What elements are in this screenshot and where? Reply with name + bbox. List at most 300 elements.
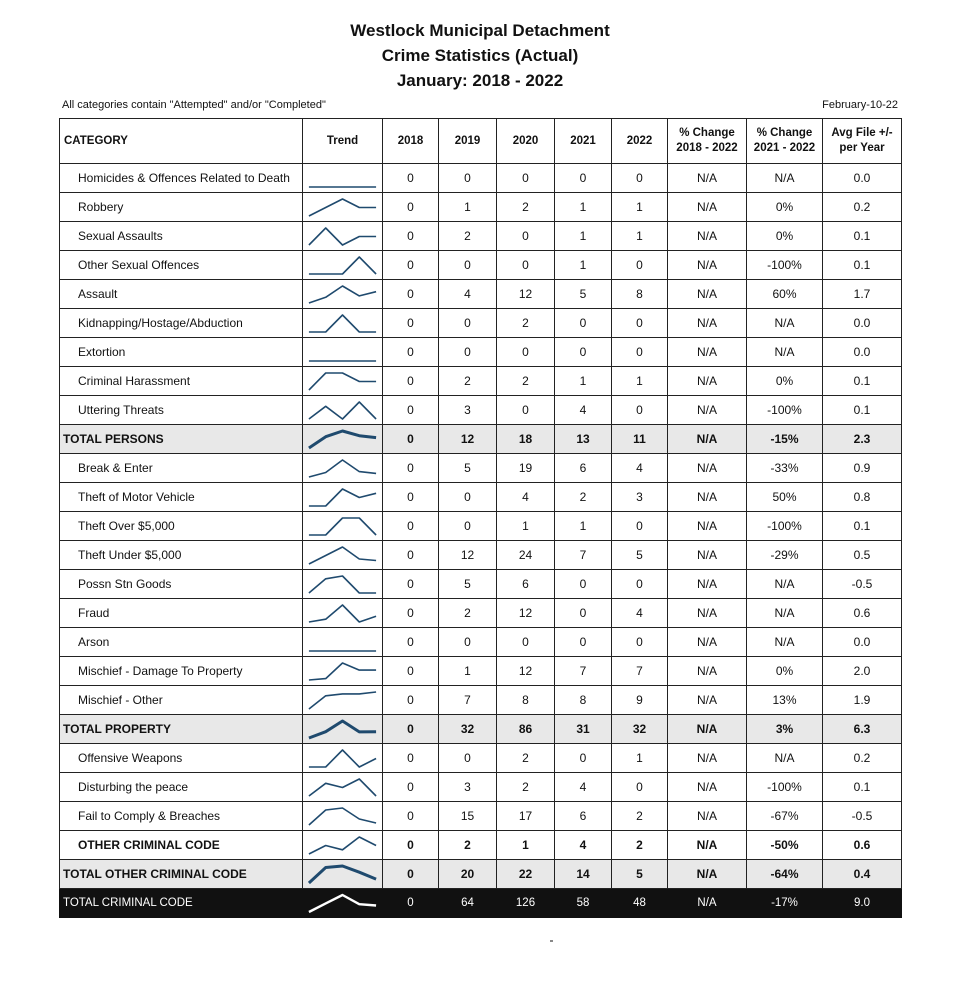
change-2021-2022-cell: -100% bbox=[747, 512, 823, 541]
trend-cell bbox=[303, 367, 383, 396]
trend-line bbox=[309, 866, 376, 883]
value-2020-cell: 18 bbox=[497, 425, 555, 454]
avg-file-cell: 1.9 bbox=[823, 686, 902, 715]
category-cell: Mischief - Other bbox=[60, 686, 303, 715]
value-2018-cell: 0 bbox=[383, 454, 439, 483]
value-2022-cell: 1 bbox=[612, 744, 668, 773]
change-2018-2022-cell: N/A bbox=[668, 193, 747, 222]
value-2020-cell: 19 bbox=[497, 454, 555, 483]
avg-file-cell: 0.0 bbox=[823, 309, 902, 338]
category-cell: TOTAL PERSONS bbox=[60, 425, 303, 454]
value-2020-cell: 24 bbox=[497, 541, 555, 570]
change-2018-2022-cell: N/A bbox=[668, 715, 747, 744]
value-2019-cell: 3 bbox=[439, 773, 497, 802]
change-2018-2022-cell: N/A bbox=[668, 628, 747, 657]
value-2019-cell: 4 bbox=[439, 280, 497, 309]
trend-sparkline bbox=[303, 541, 382, 569]
value-2020-cell: 17 bbox=[497, 802, 555, 831]
trend-cell bbox=[303, 454, 383, 483]
category-cell: Assault bbox=[60, 280, 303, 309]
change-2021-2022-cell: N/A bbox=[747, 338, 823, 367]
change-2018-2022-cell: N/A bbox=[668, 280, 747, 309]
value-2020-cell: 1 bbox=[497, 831, 555, 860]
trend-cell bbox=[303, 396, 383, 425]
trend-line bbox=[309, 518, 376, 535]
trend-sparkline bbox=[303, 309, 382, 337]
total-row bbox=[60, 425, 902, 454]
col-header-change-2018-2022: % Change 2018 - 2022 bbox=[668, 119, 747, 164]
change-2018-2022-cell: N/A bbox=[668, 889, 747, 918]
table-row bbox=[60, 599, 902, 628]
value-2018-cell: 0 bbox=[383, 657, 439, 686]
table-row bbox=[60, 396, 902, 425]
value-2021-cell: 0 bbox=[555, 744, 612, 773]
avg-file-cell: 0.8 bbox=[823, 483, 902, 512]
trend-cell bbox=[303, 744, 383, 773]
change-2021-2022-cell: 3% bbox=[747, 715, 823, 744]
value-2018-cell: 0 bbox=[383, 570, 439, 599]
trend-sparkline bbox=[303, 599, 382, 627]
value-2018-cell: 0 bbox=[383, 541, 439, 570]
trend-cell bbox=[303, 541, 383, 570]
value-2018-cell: 0 bbox=[383, 889, 439, 918]
col-header-2018: 2018 bbox=[383, 119, 439, 164]
value-2021-cell: 13 bbox=[555, 425, 612, 454]
value-2021-cell: 0 bbox=[555, 628, 612, 657]
avg-file-cell: 0.1 bbox=[823, 367, 902, 396]
value-2022-cell: 0 bbox=[612, 396, 668, 425]
value-2021-cell: 0 bbox=[555, 599, 612, 628]
change-2018-2022-cell: N/A bbox=[668, 657, 747, 686]
value-2021-cell: 2 bbox=[555, 483, 612, 512]
avg-file-cell: -0.5 bbox=[823, 570, 902, 599]
avg-file-cell: 0.0 bbox=[823, 338, 902, 367]
value-2021-cell: 1 bbox=[555, 251, 612, 280]
change-2021-2022-cell: N/A bbox=[747, 164, 823, 193]
change-2018-2022-cell: N/A bbox=[668, 367, 747, 396]
trend-sparkline bbox=[303, 222, 382, 250]
value-2022-cell: 0 bbox=[612, 570, 668, 599]
avg-file-cell: 0.0 bbox=[823, 164, 902, 193]
change-2018-2022-cell: N/A bbox=[668, 541, 747, 570]
value-2022-cell: 5 bbox=[612, 541, 668, 570]
value-2019-cell: 7 bbox=[439, 686, 497, 715]
value-2019-cell: 5 bbox=[439, 570, 497, 599]
grand-row bbox=[60, 889, 902, 918]
change-2018-2022-cell: N/A bbox=[668, 831, 747, 860]
change-2018-2022-cell: N/A bbox=[668, 425, 747, 454]
table-row bbox=[60, 773, 902, 802]
categories-note: All categories contain "Attempted" and/or "Completed" bbox=[62, 99, 326, 111]
trend-sparkline bbox=[303, 251, 382, 279]
category-cell: Uttering Threats bbox=[60, 396, 303, 425]
trend-cell bbox=[303, 802, 383, 831]
value-2020-cell: 0 bbox=[497, 396, 555, 425]
change-2021-2022-cell: 13% bbox=[747, 686, 823, 715]
value-2019-cell: 0 bbox=[439, 309, 497, 338]
avg-file-cell: 0.5 bbox=[823, 541, 902, 570]
trend-sparkline bbox=[303, 164, 382, 192]
value-2022-cell: 1 bbox=[612, 193, 668, 222]
change-2021-2022-cell: -15% bbox=[747, 425, 823, 454]
change-2018-2022-cell: N/A bbox=[668, 686, 747, 715]
value-2018-cell: 0 bbox=[383, 222, 439, 251]
avg-file-cell: 0.4 bbox=[823, 860, 902, 889]
value-2021-cell: 4 bbox=[555, 831, 612, 860]
trend-cell bbox=[303, 599, 383, 628]
value-2022-cell: 2 bbox=[612, 802, 668, 831]
trend-sparkline bbox=[303, 802, 382, 830]
col-header-category: CATEGORY bbox=[60, 119, 303, 164]
trend-line bbox=[309, 837, 376, 854]
value-2022-cell: 0 bbox=[612, 309, 668, 338]
value-2022-cell: 11 bbox=[612, 425, 668, 454]
category-cell: Fail to Comply & Breaches bbox=[60, 802, 303, 831]
change-2018-2022-cell: N/A bbox=[668, 251, 747, 280]
subtotal-row bbox=[60, 831, 902, 860]
value-2021-cell: 1 bbox=[555, 512, 612, 541]
trend-line bbox=[309, 286, 376, 303]
change-2018-2022-cell: N/A bbox=[668, 802, 747, 831]
change-2021-2022-cell: -50% bbox=[747, 831, 823, 860]
value-2021-cell: 1 bbox=[555, 222, 612, 251]
trend-line bbox=[309, 779, 376, 796]
category-cell: Offensive Weapons bbox=[60, 744, 303, 773]
value-2022-cell: 2 bbox=[612, 831, 668, 860]
report-title-line-3: January: 2018 - 2022 bbox=[396, 71, 564, 90]
value-2022-cell: 7 bbox=[612, 657, 668, 686]
value-2020-cell: 8 bbox=[497, 686, 555, 715]
trend-line bbox=[309, 895, 376, 912]
change-2021-2022-cell: -33% bbox=[747, 454, 823, 483]
table-row bbox=[60, 744, 902, 773]
change-2021-2022-cell: N/A bbox=[747, 570, 823, 599]
trend-cell bbox=[303, 715, 383, 744]
value-2021-cell: 0 bbox=[555, 570, 612, 599]
value-2022-cell: 4 bbox=[612, 454, 668, 483]
table-row bbox=[60, 193, 902, 222]
col-header-2022: 2022 bbox=[612, 119, 668, 164]
value-2018-cell: 0 bbox=[383, 773, 439, 802]
category-cell: TOTAL PROPERTY bbox=[60, 715, 303, 744]
avg-file-cell: 0.1 bbox=[823, 773, 902, 802]
col-header-avg-file: Avg File +/- per Year bbox=[823, 119, 902, 164]
avg-file-cell: 2.3 bbox=[823, 425, 902, 454]
category-cell: OTHER CRIMINAL CODE bbox=[60, 831, 303, 860]
value-2021-cell: 6 bbox=[555, 802, 612, 831]
value-2020-cell: 12 bbox=[497, 280, 555, 309]
value-2022-cell: 1 bbox=[612, 367, 668, 396]
value-2020-cell: 0 bbox=[497, 251, 555, 280]
value-2018-cell: 0 bbox=[383, 251, 439, 280]
avg-file-cell: 0.6 bbox=[823, 599, 902, 628]
total-row bbox=[60, 860, 902, 889]
trend-line bbox=[309, 315, 376, 332]
avg-file-cell: 0.6 bbox=[823, 831, 902, 860]
change-2021-2022-cell: -67% bbox=[747, 802, 823, 831]
table-row bbox=[60, 222, 902, 251]
value-2021-cell: 8 bbox=[555, 686, 612, 715]
trend-line bbox=[309, 808, 376, 825]
category-cell: Mischief - Damage To Property bbox=[60, 657, 303, 686]
value-2021-cell: 58 bbox=[555, 889, 612, 918]
subheader-row bbox=[62, 99, 898, 115]
value-2021-cell: 6 bbox=[555, 454, 612, 483]
change-2021-2022-cell: 0% bbox=[747, 367, 823, 396]
change-2021-2022-cell: N/A bbox=[747, 628, 823, 657]
trend-sparkline bbox=[303, 193, 382, 221]
change-2021-2022-cell: 0% bbox=[747, 222, 823, 251]
value-2019-cell: 12 bbox=[439, 425, 497, 454]
table-row bbox=[60, 686, 902, 715]
avg-file-cell: 0.1 bbox=[823, 512, 902, 541]
value-2020-cell: 22 bbox=[497, 860, 555, 889]
trend-sparkline bbox=[303, 773, 382, 801]
value-2021-cell: 4 bbox=[555, 773, 612, 802]
value-2018-cell: 0 bbox=[383, 338, 439, 367]
trend-sparkline bbox=[303, 483, 382, 511]
trend-sparkline bbox=[303, 367, 382, 395]
value-2018-cell: 0 bbox=[383, 831, 439, 860]
report-title-line-2: Crime Statistics (Actual) bbox=[381, 46, 579, 65]
change-2021-2022-cell: -100% bbox=[747, 773, 823, 802]
value-2018-cell: 0 bbox=[383, 483, 439, 512]
avg-file-cell: -0.5 bbox=[823, 802, 902, 831]
table-row bbox=[60, 367, 902, 396]
value-2018-cell: 0 bbox=[383, 715, 439, 744]
change-2021-2022-cell: -100% bbox=[747, 396, 823, 425]
change-2018-2022-cell: N/A bbox=[668, 396, 747, 425]
value-2020-cell: 1 bbox=[497, 512, 555, 541]
trend-sparkline bbox=[303, 657, 382, 685]
value-2021-cell: 1 bbox=[555, 193, 612, 222]
trend-line bbox=[309, 228, 376, 245]
avg-file-cell: 0.1 bbox=[823, 396, 902, 425]
category-cell: Homicides & Offences Related to Death bbox=[60, 164, 303, 193]
value-2019-cell: 0 bbox=[439, 164, 497, 193]
total-row bbox=[60, 715, 902, 744]
value-2019-cell: 12 bbox=[439, 541, 497, 570]
avg-file-cell: 0.1 bbox=[823, 251, 902, 280]
trend-sparkline bbox=[303, 715, 382, 743]
value-2021-cell: 4 bbox=[555, 396, 612, 425]
col-header-change-2021-2022: % Change 2021 - 2022 bbox=[747, 119, 823, 164]
value-2021-cell: 5 bbox=[555, 280, 612, 309]
change-2021-2022-cell: N/A bbox=[747, 309, 823, 338]
trend-cell bbox=[303, 483, 383, 512]
value-2020-cell: 2 bbox=[497, 367, 555, 396]
value-2019-cell: 1 bbox=[439, 657, 497, 686]
value-2022-cell: 32 bbox=[612, 715, 668, 744]
trend-sparkline bbox=[303, 831, 382, 859]
value-2021-cell: 0 bbox=[555, 309, 612, 338]
value-2018-cell: 0 bbox=[383, 599, 439, 628]
category-cell: TOTAL CRIMINAL CODE bbox=[60, 889, 303, 918]
avg-file-cell: 0.0 bbox=[823, 628, 902, 657]
change-2018-2022-cell: N/A bbox=[668, 164, 747, 193]
category-cell: Disturbing the peace bbox=[60, 773, 303, 802]
value-2022-cell: 0 bbox=[612, 512, 668, 541]
value-2022-cell: 0 bbox=[612, 251, 668, 280]
value-2020-cell: 0 bbox=[497, 222, 555, 251]
value-2021-cell: 1 bbox=[555, 367, 612, 396]
trend-line bbox=[309, 373, 376, 390]
value-2022-cell: 5 bbox=[612, 860, 668, 889]
trend-cell bbox=[303, 657, 383, 686]
trend-line bbox=[309, 605, 376, 622]
value-2019-cell: 0 bbox=[439, 628, 497, 657]
category-cell: Other Sexual Offences bbox=[60, 251, 303, 280]
value-2021-cell: 0 bbox=[555, 164, 612, 193]
value-2019-cell: 15 bbox=[439, 802, 497, 831]
table-row bbox=[60, 309, 902, 338]
value-2019-cell: 0 bbox=[439, 251, 497, 280]
value-2020-cell: 2 bbox=[497, 309, 555, 338]
table-body bbox=[60, 164, 902, 918]
trend-cell bbox=[303, 222, 383, 251]
trend-sparkline bbox=[303, 280, 382, 308]
value-2020-cell: 0 bbox=[497, 338, 555, 367]
value-2022-cell: 0 bbox=[612, 628, 668, 657]
change-2021-2022-cell: -17% bbox=[747, 889, 823, 918]
value-2022-cell: 4 bbox=[612, 599, 668, 628]
value-2020-cell: 12 bbox=[497, 657, 555, 686]
avg-file-cell: 0.1 bbox=[823, 222, 902, 251]
table-row bbox=[60, 512, 902, 541]
table-row bbox=[60, 280, 902, 309]
avg-file-cell: 0.2 bbox=[823, 193, 902, 222]
value-2019-cell: 64 bbox=[439, 889, 497, 918]
trend-cell bbox=[303, 164, 383, 193]
change-2021-2022-cell: -64% bbox=[747, 860, 823, 889]
trend-sparkline bbox=[303, 338, 382, 366]
value-2018-cell: 0 bbox=[383, 396, 439, 425]
avg-file-cell: 1.7 bbox=[823, 280, 902, 309]
value-2019-cell: 0 bbox=[439, 483, 497, 512]
change-2021-2022-cell: N/A bbox=[747, 599, 823, 628]
value-2018-cell: 0 bbox=[383, 802, 439, 831]
value-2019-cell: 0 bbox=[439, 744, 497, 773]
change-2021-2022-cell: 60% bbox=[747, 280, 823, 309]
value-2020-cell: 86 bbox=[497, 715, 555, 744]
trend-cell bbox=[303, 338, 383, 367]
change-2018-2022-cell: N/A bbox=[668, 222, 747, 251]
table-row bbox=[60, 657, 902, 686]
report-title-block bbox=[0, 18, 960, 93]
col-header-trend: Trend bbox=[303, 119, 383, 164]
value-2019-cell: 2 bbox=[439, 599, 497, 628]
avg-file-cell: 0.9 bbox=[823, 454, 902, 483]
value-2019-cell: 2 bbox=[439, 222, 497, 251]
table-header-row bbox=[60, 119, 902, 164]
change-2021-2022-cell: N/A bbox=[747, 744, 823, 773]
table-row bbox=[60, 251, 902, 280]
change-2018-2022-cell: N/A bbox=[668, 454, 747, 483]
col-header-2021: 2021 bbox=[555, 119, 612, 164]
value-2018-cell: 0 bbox=[383, 628, 439, 657]
report-title-line-1: Westlock Municipal Detachment bbox=[350, 21, 610, 40]
change-2021-2022-cell: 0% bbox=[747, 193, 823, 222]
category-cell: Extortion bbox=[60, 338, 303, 367]
trend-sparkline bbox=[303, 889, 382, 917]
value-2020-cell: 2 bbox=[497, 773, 555, 802]
trend-sparkline bbox=[303, 396, 382, 424]
change-2018-2022-cell: N/A bbox=[668, 860, 747, 889]
trend-sparkline bbox=[303, 860, 382, 888]
trend-cell bbox=[303, 570, 383, 599]
value-2020-cell: 2 bbox=[497, 744, 555, 773]
value-2021-cell: 7 bbox=[555, 541, 612, 570]
col-header-2019: 2019 bbox=[439, 119, 497, 164]
trend-line bbox=[309, 460, 376, 477]
value-2022-cell: 3 bbox=[612, 483, 668, 512]
category-cell: Theft Under $5,000 bbox=[60, 541, 303, 570]
trend-line bbox=[309, 692, 376, 709]
value-2020-cell: 6 bbox=[497, 570, 555, 599]
trend-sparkline bbox=[303, 628, 382, 656]
value-2019-cell: 20 bbox=[439, 860, 497, 889]
value-2018-cell: 0 bbox=[383, 193, 439, 222]
value-2018-cell: 0 bbox=[383, 309, 439, 338]
avg-file-cell: 0.2 bbox=[823, 744, 902, 773]
table-row bbox=[60, 541, 902, 570]
value-2020-cell: 2 bbox=[497, 193, 555, 222]
value-2018-cell: 0 bbox=[383, 512, 439, 541]
category-cell: TOTAL OTHER CRIMINAL CODE bbox=[60, 860, 303, 889]
trend-cell bbox=[303, 251, 383, 280]
change-2018-2022-cell: N/A bbox=[668, 483, 747, 512]
trend-sparkline bbox=[303, 425, 382, 453]
trend-cell bbox=[303, 831, 383, 860]
value-2022-cell: 8 bbox=[612, 280, 668, 309]
trend-sparkline bbox=[303, 686, 382, 714]
trend-line bbox=[309, 257, 376, 274]
value-2022-cell: 0 bbox=[612, 773, 668, 802]
trend-sparkline bbox=[303, 512, 382, 540]
value-2021-cell: 31 bbox=[555, 715, 612, 744]
trend-line bbox=[309, 489, 376, 506]
category-cell: Possn Stn Goods bbox=[60, 570, 303, 599]
value-2022-cell: 9 bbox=[612, 686, 668, 715]
value-2018-cell: 0 bbox=[383, 425, 439, 454]
table-row bbox=[60, 802, 902, 831]
table-row bbox=[60, 338, 902, 367]
value-2021-cell: 7 bbox=[555, 657, 612, 686]
value-2018-cell: 0 bbox=[383, 860, 439, 889]
change-2018-2022-cell: N/A bbox=[668, 309, 747, 338]
value-2018-cell: 0 bbox=[383, 164, 439, 193]
trend-cell bbox=[303, 425, 383, 454]
avg-file-cell: 6.3 bbox=[823, 715, 902, 744]
category-cell: Theft of Motor Vehicle bbox=[60, 483, 303, 512]
trend-cell bbox=[303, 193, 383, 222]
value-2020-cell: 126 bbox=[497, 889, 555, 918]
value-2019-cell: 5 bbox=[439, 454, 497, 483]
trend-cell bbox=[303, 860, 383, 889]
table-row bbox=[60, 483, 902, 512]
report-date: February-10-22 bbox=[822, 99, 898, 111]
category-cell: Fraud bbox=[60, 599, 303, 628]
trend-sparkline bbox=[303, 454, 382, 482]
category-cell: Break & Enter bbox=[60, 454, 303, 483]
trend-line bbox=[309, 199, 376, 216]
change-2021-2022-cell: -100% bbox=[747, 251, 823, 280]
trend-sparkline bbox=[303, 570, 382, 598]
value-2021-cell: 0 bbox=[555, 338, 612, 367]
trend-sparkline bbox=[303, 744, 382, 772]
trend-cell bbox=[303, 773, 383, 802]
table-row bbox=[60, 454, 902, 483]
